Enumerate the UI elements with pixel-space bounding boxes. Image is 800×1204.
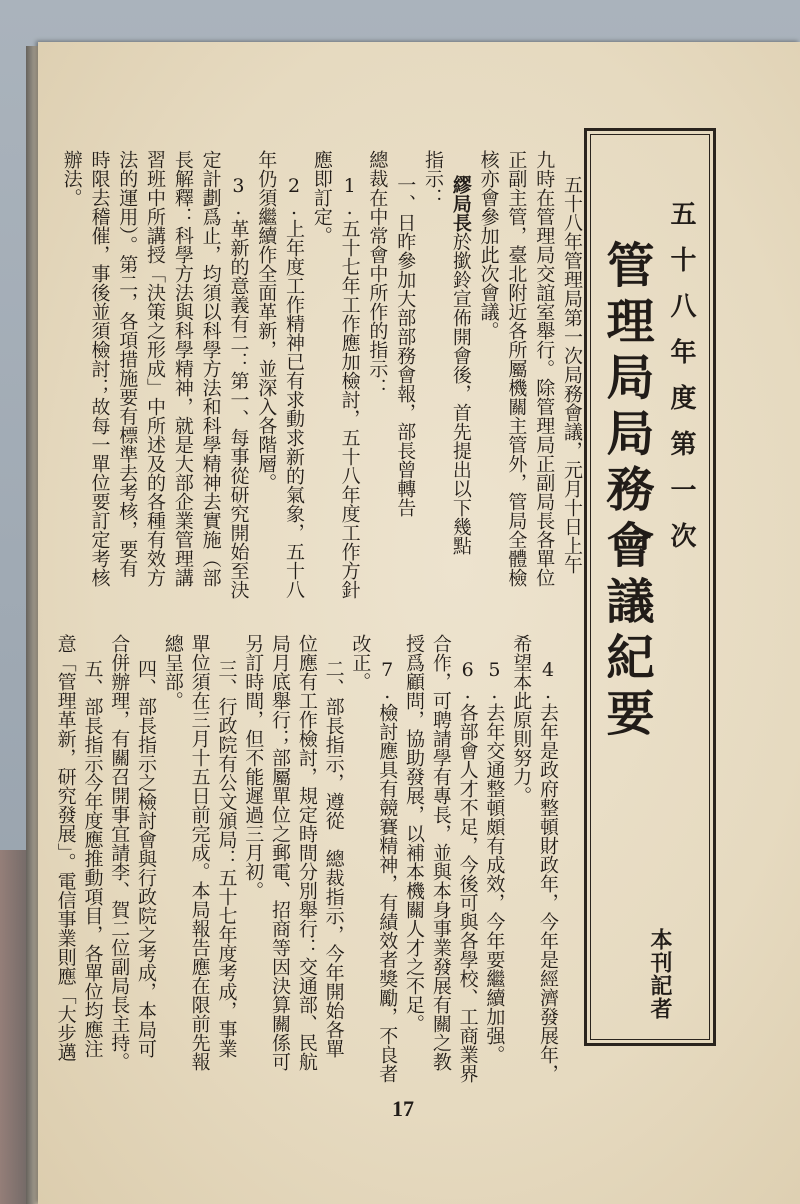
text-column: 意「管理革新，研究發展」。電信事業則應「大步邁 [54, 634, 77, 1062]
text-column: 九時在管理局交誼室舉行。除管理局正副局長各單位 [533, 150, 556, 587]
text-column: 指示： [422, 150, 445, 207]
text-column: 局月底舉行；部屬單位之郵電、招商等因決算關係可 [269, 634, 292, 1071]
text-column: 一、日昨參加大部部務會報，部長曾轉告 [394, 174, 417, 517]
text-column: 定計劃爲止，均須以科學方法和科學精神去實施（部 [199, 150, 222, 587]
text-column: 單位須在三月十五日前完成。本局報告應在限前先報 [188, 634, 211, 1071]
text-column: 時限去稽催，事後並須檢討；故每一單位要訂定考核 [88, 150, 111, 587]
text-column: 改正。 [349, 634, 372, 691]
text-column: 合併辦理，有關召開事宜請李、賀二位副局長主持。 [108, 634, 131, 1071]
text-column: 正副主管，臺北附近各所屬機關主管外，管局全體檢 [505, 150, 528, 587]
text-column [446, 150, 474, 620]
director-name: 繆局長 [449, 174, 472, 232]
text-column: 應即訂定。 [310, 150, 333, 245]
text-column: 習班中所講授「決策之形成」中所述及的各種有效方 [144, 150, 167, 587]
text-column: 希望本此原則努力。 [510, 634, 533, 805]
text-column: 三、行政院有公文頒局：五十七年度考成，事業 [215, 658, 238, 1058]
text-column: 辦法。 [60, 150, 83, 207]
text-column: 總呈部。 [161, 634, 184, 710]
text-column: 4.去年是政府整頓財政年，今年是經濟發展年， [537, 658, 559, 1083]
text-column: 3.革新的意義有二：第一、每事從研究開始至決 [227, 174, 250, 599]
article-upper-block [57, 150, 585, 620]
article-lower-block [52, 634, 561, 1099]
text-column: 1.五十七年工作應加檢討，五十八年度工作方針 [338, 174, 361, 599]
text-column: 法的運用）。第二，各項措施要有標準去考核，要有 [116, 150, 139, 578]
text-column: 核亦會參加此次會議。 [477, 150, 500, 340]
text-column: 7.檢討應具有競賽精神，有績效者獎勵，不良者 [376, 658, 399, 1083]
text-column: 五十八年管理局第一次局務會議，元月十日上午 [561, 174, 583, 574]
text-column: 五、部長指示今年度應推動項目，各單位均應注 [81, 658, 104, 1058]
text-column: 長解釋：科學方法與科學精神，就是大部企業管理講 [171, 150, 194, 587]
text-column: 2.上年度工作精神已有求動求新的氣象，五十八 [283, 174, 306, 599]
text-column: 5.去年交通整頓頗有成效，今年要繼續加强。 [483, 658, 506, 1064]
article-subtitle: 五十八年度第一次 [666, 200, 696, 568]
text-column: 另訂時間，但不能遲過三月初。 [242, 634, 265, 900]
cover-edge [0, 850, 28, 1204]
text-column: 二、部長指示，遵從 總裁指示，今年開始各單 [322, 658, 345, 1058]
text-column: 6.各部會人才不足，今後可與各學校、工商業界 [456, 658, 479, 1083]
text-column: 授爲顧問，協助發展，以補本機關人才之不足。 [403, 634, 426, 1033]
text-column: 總裁在中常會中所作的指示： [366, 150, 389, 397]
text-column: 位應有工作檢討，規定時間分別舉行：交通部、民航 [295, 634, 318, 1071]
text-column: 年仍須繼續作全面革新，並深入各階層。 [255, 150, 278, 492]
byline: 本刊記者 [647, 928, 673, 1020]
page-number: 17 [392, 1096, 414, 1121]
text-column: 合作，可聘請學有專長，並與本身事業發展有關之教 [429, 634, 452, 1071]
article-title: 管理局局務會議紀要 [598, 240, 654, 744]
text-run: 於撳鈴宣佈開會後，首先提出以下幾點 [449, 231, 472, 555]
text-column: 四、部長指示之檢討會與行政院之考成，本局可 [135, 658, 158, 1058]
